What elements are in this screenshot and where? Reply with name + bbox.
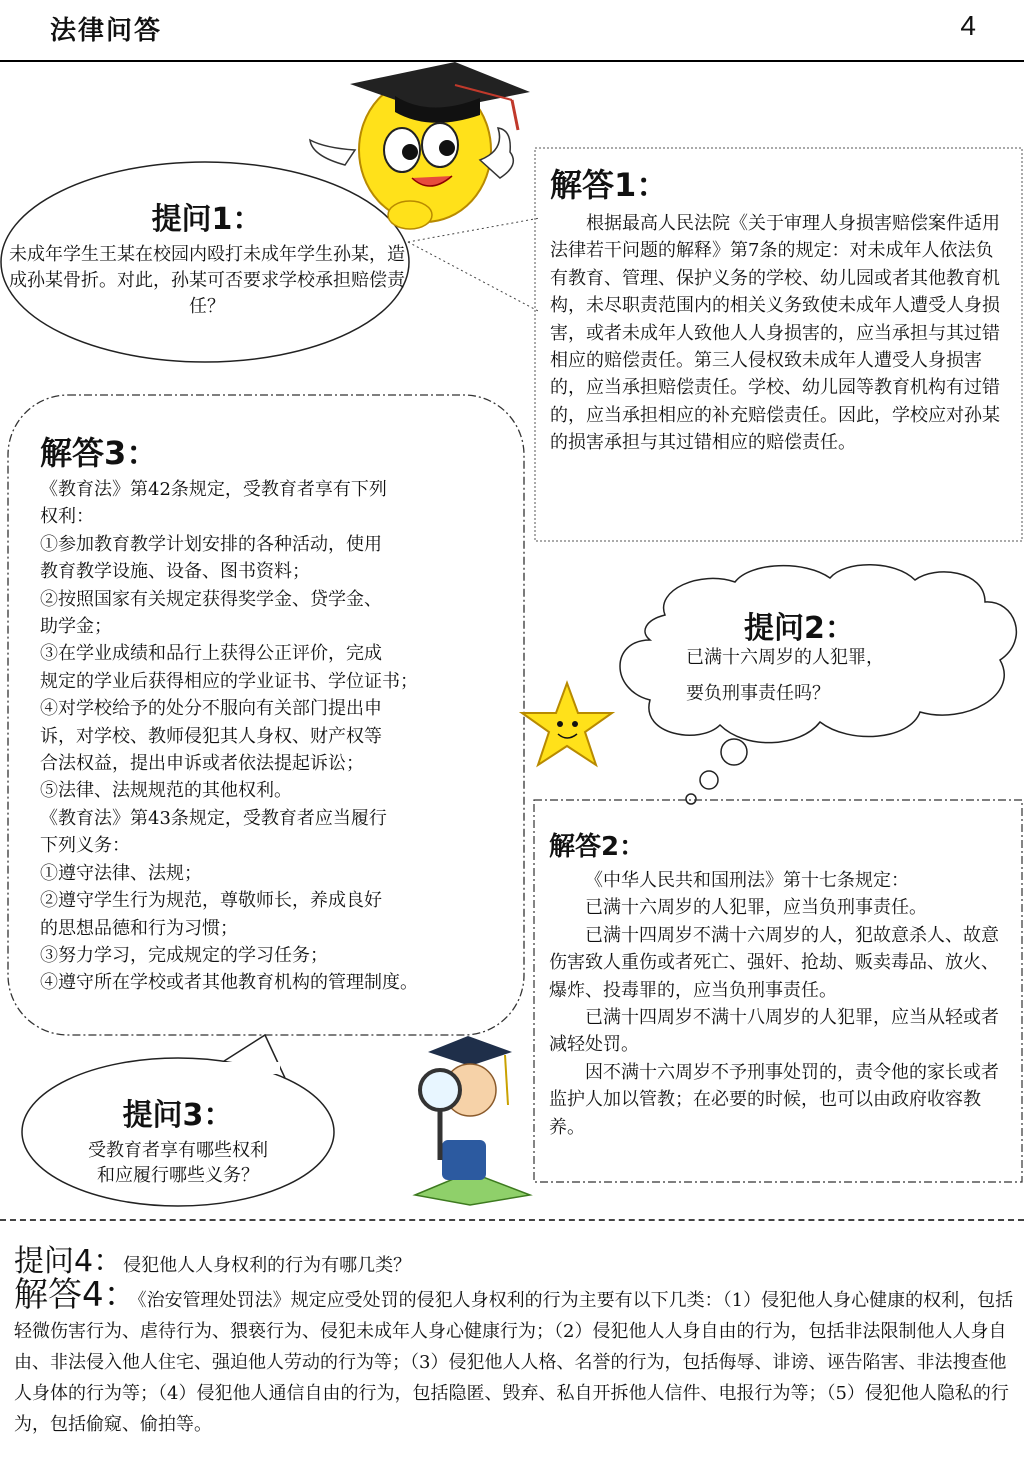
answer1-text: 根据最高人民法院《关于审理人身损害赔偿案件适用法律若干问题的解释》第7条的规定：对未成年人依法负有教育、管理、保护义务的学校、幼儿园或者其他教育机构，未尽职责范围内的相关义务致使未成年人遭受人身损害，或者未成年人致他人人身损害的，应当承担与其过错相应的赔偿责任。第三人侵权致未成年人遭受人身损害的，应当承担赔偿责任。学校、幼儿园等教育机构有过错的，应当承担相应的补充赔偿责任。因此，学校应对孙某的损害承担与其过错相应的赔偿责任。 bbox=[550, 213, 1000, 454]
answer3-line: ③在学业成绩和品行上获得公正评价，完成 bbox=[40, 643, 382, 665]
answer3-line: 下列义务： bbox=[40, 835, 130, 857]
answer3-line: 权利： bbox=[40, 506, 94, 528]
question3 bbox=[22, 1060, 334, 1206]
answer3-line: ②遵守学生行为规范，尊敬师长，养成良好 bbox=[40, 890, 382, 912]
question2 bbox=[612, 575, 1017, 725]
answer3-line: 教育教学设施、设备、图书资料； bbox=[40, 561, 310, 583]
question2-line1: 已满十六周岁的人犯罪， bbox=[686, 647, 884, 668]
answer3-line: ④对学校给予的处分不服向有关部门提出申 bbox=[40, 698, 382, 720]
answer1 bbox=[550, 160, 1008, 457]
answer2 bbox=[549, 826, 1015, 1141]
answer2-heading: 解答2： bbox=[549, 832, 646, 862]
answer3-line: 规定的学业后获得相应的学业证书、学位证书； bbox=[40, 670, 418, 692]
section-divider bbox=[0, 1219, 1024, 1221]
question1 bbox=[0, 166, 414, 362]
answer3-line: 合法权益，提出申诉或者依法提起诉讼； bbox=[40, 753, 364, 775]
answer3-line: ①参加教育教学计划安排的各种活动，使用 bbox=[40, 533, 382, 555]
student-magnifier-illustration bbox=[415, 1036, 530, 1205]
question3-line2: 和应履行哪些义务？ bbox=[97, 1165, 259, 1186]
answer2-paragraph: 已满十四周岁不满十六周岁的人，犯故意杀人、故意伤害致人重伤或者死亡、强奸、抢劫、贩卖毒品、放火、爆炸、投毒罪的，应当负刑事责任。 bbox=[549, 924, 999, 1001]
question1-pointer bbox=[408, 218, 540, 312]
answer4-heading: 解答4： bbox=[14, 1275, 138, 1315]
question2-line2: 要负刑事责任吗？ bbox=[686, 683, 830, 704]
answer3-line: ②按照国家有关规定获得奖学金、贷学金、 bbox=[40, 588, 382, 610]
answer4-text: 《治安管理处罚法》规定应受处罚的侵犯人身权利的行为主要有以下几类：（1）侵犯他人身心健康的权利，包括轻微伤害行为、虐待行为、猥亵行为、侵犯未成年人身心健康行为；（2）侵犯他人人身自由的行为，包括非法限制他人人身自由、非法侵入他人住宅、强迫他人劳动的行为等；（3）侵犯他人人格、名誉的行为，包括侮辱、诽谤、诬告陷害、非法搜查他人身体的行为等；（4）侵犯他人通信自由的行为，包括隐匿、毁弃、私自开拆他人信件、电报行为等；（5）侵犯他人隐私的行为，包括偷窥、偷拍等。 bbox=[14, 1290, 1014, 1435]
answer2-paragraph: 《中华人民共和国刑法》第十七条规定： bbox=[585, 870, 909, 891]
answer3-line: ⑤法律、法规规范的其他权利。 bbox=[40, 780, 292, 802]
answer3-line: 诉，对学校、教师侵犯其人身权、财产权等 bbox=[40, 725, 382, 747]
answer2-paragraph: 因不满十六周岁不予刑事处罚的，责令他的家长或者监护人加以管教；在必要的时候，也可以由政府收容教养。 bbox=[549, 1061, 999, 1138]
answer3-line: 《教育法》第43条规定，受教育者应当履行 bbox=[40, 807, 387, 829]
page-number: 4 bbox=[960, 10, 976, 41]
answer1-heading: 解答1： bbox=[550, 166, 669, 204]
question4-heading: 提问4： bbox=[14, 1244, 124, 1279]
answer3-line: 助学金； bbox=[40, 616, 112, 638]
answer3-text bbox=[40, 476, 510, 997]
answer3-heading: 解答3： bbox=[40, 434, 159, 472]
answer2-paragraph: 已满十六周岁的人犯罪，应当负刑事责任。 bbox=[585, 897, 927, 919]
answer4 bbox=[14, 1275, 1014, 1440]
section-title: 法律问答 bbox=[50, 16, 163, 46]
question2-heading: 提问2： bbox=[744, 611, 855, 646]
question1-text: 未成年学生王某在校园内殴打未成年学生孙某，造成孙某骨折。对此，孙某可否要求学校承担赔偿责任？ bbox=[9, 244, 405, 317]
answer2-paragraph: 已满十四周岁不满十八周岁的人犯罪，应当从轻或者减轻处罚。 bbox=[549, 1007, 999, 1056]
answer3-line: ④遵守所在学校或者其他教育机构的管理制度。 bbox=[40, 972, 418, 994]
answer3-line: ①遵守法律、法规； bbox=[40, 862, 202, 884]
question1-heading: 提问1： bbox=[151, 202, 263, 237]
answer3 bbox=[40, 428, 510, 997]
answer3-line: 《教育法》第42条规定，受教育者享有下列 bbox=[40, 479, 387, 500]
star-mascot-illustration bbox=[522, 683, 612, 765]
answer3-line: ③努力学习，完成规定的学习任务； bbox=[40, 944, 328, 966]
question4-text: 侵犯他人人身权利的行为有哪几类？ bbox=[123, 1255, 412, 1276]
answer3-line: 的思想品德和行为习惯； bbox=[40, 917, 238, 939]
question3-line1: 受教育者享有哪些权利 bbox=[88, 1140, 268, 1161]
question3-heading: 提问3： bbox=[122, 1098, 234, 1133]
question4 bbox=[14, 1236, 1014, 1280]
